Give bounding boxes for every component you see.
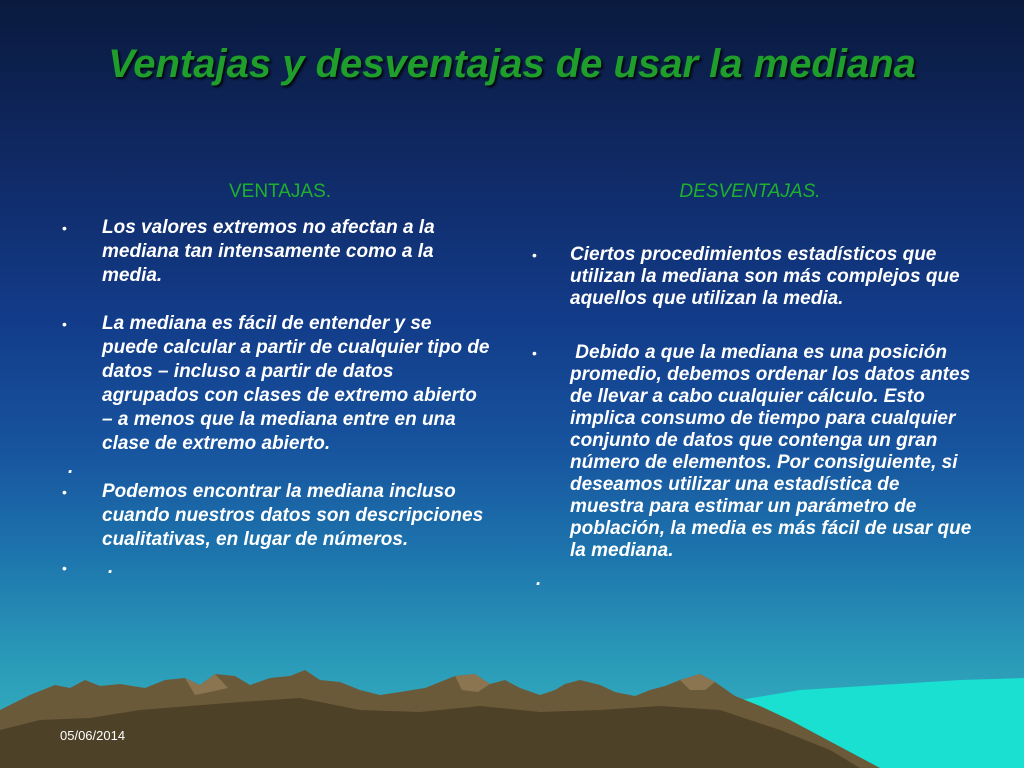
mountain-landscape — [0, 640, 1024, 768]
bullet-text: Ciertos procedimientos estadísticos que utilizan la mediana son más complejos que aquellos que utilizan la media. — [570, 244, 960, 309]
list-item — [532, 342, 977, 562]
bullet-text: Debido a que la mediana es una posición promedio, debemos ordenar los datos antes de llevar a cabo cualquier cálculo. Esto implica consumo de tiempo para cualquier conjunto de datos que contenga un gran número de elementos. Por consiguiente, si deseamos utilizar una estadística de muestra para estimar un parámetro de población, la media es más fácil de usar que la mediana. — [570, 342, 977, 561]
bullet-text: . — [108, 557, 114, 578]
list-item — [62, 216, 492, 288]
bullet-icon: • — [62, 316, 67, 332]
ventajas-heading: VENTAJAS. — [228, 181, 332, 202]
list-item — [62, 312, 492, 456]
bullet-text: La mediana es fácil de entender y se puede calcular a partir de cualquier tipo de datos – incluso a partir de datos agrupados con clases de extremo abierto – a menos que la mediana entre en una clase de extremo abierto. — [102, 313, 490, 454]
bullet-icon: • — [62, 484, 67, 500]
list-item — [532, 244, 972, 310]
desventajas-heading: DESVENTAJAS. — [679, 181, 821, 202]
bullet-text: Podemos encontrar la mediana incluso cuando nuestros datos son descripciones cualitativas, en lugar de números. — [102, 481, 484, 550]
desventajas-list — [532, 244, 977, 592]
bullet-text: Los valores extremos no afectan a la mediana tan intensamente como a la media. — [102, 217, 435, 286]
list-item — [62, 480, 492, 552]
slide-date: 05/06/2014 — [60, 728, 126, 743]
slide-title: Ventajas y desventajas de usar la mediana — [108, 42, 916, 86]
bullet-icon: • — [532, 345, 537, 361]
ventajas-list — [62, 216, 492, 580]
list-item — [62, 556, 492, 580]
bullet-icon: • — [532, 247, 537, 263]
bullet-icon: • — [62, 220, 67, 236]
bullet-icon: • — [62, 560, 67, 576]
stray-period: . — [536, 569, 542, 590]
stray-period: . — [68, 457, 74, 478]
